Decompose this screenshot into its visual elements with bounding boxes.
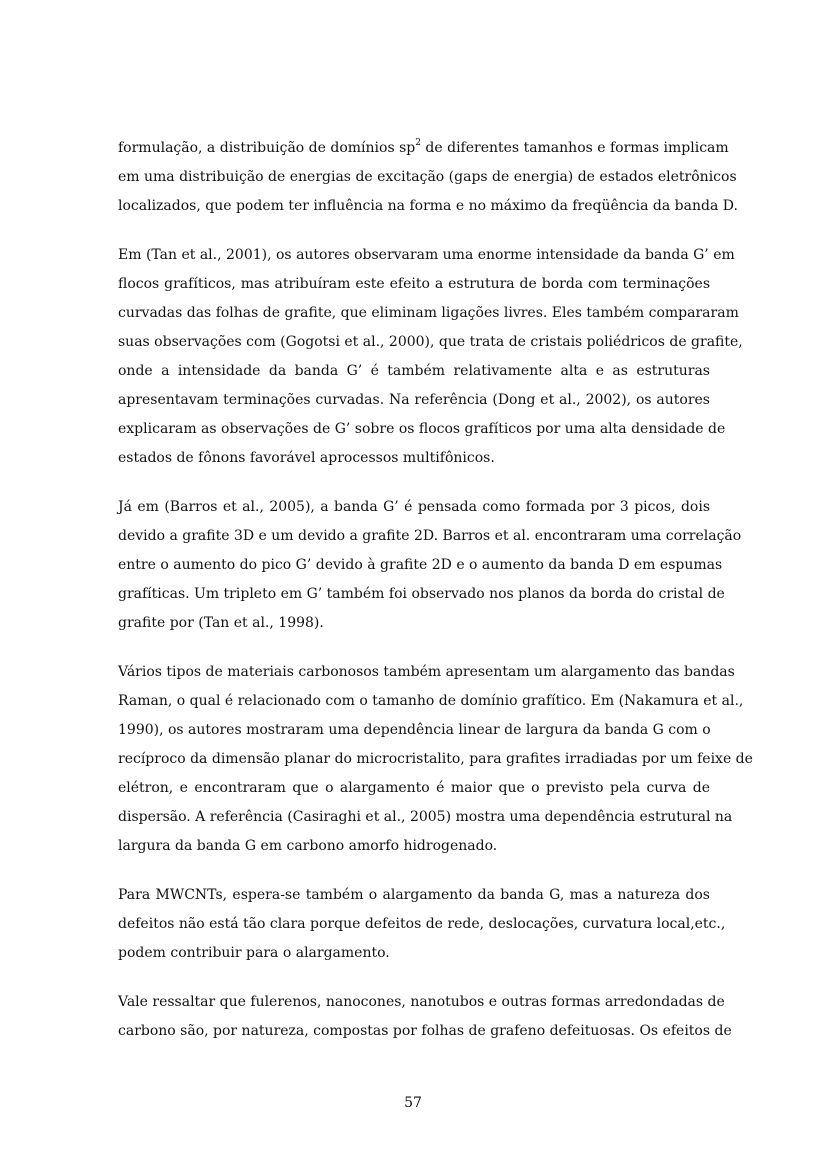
text-segment: flocos grafíticos, mas atribuíram este efeito a estrutura de borda com terminações (118, 276, 710, 292)
text-line (118, 910, 726, 939)
text-segment: 1990), os autores mostraram uma dependência linear de largura da banda G com o (118, 722, 711, 738)
paragraph (118, 988, 732, 1046)
text-segment: onde a intensidade da banda G’ é também relativamente alta e as estruturas (118, 363, 710, 379)
text-segment: Para MWCNTs, espera-se também o alargamento da banda G, mas a natureza dos (118, 887, 710, 903)
text-line (118, 551, 723, 580)
text-line (118, 444, 710, 473)
text-segment: Vale ressaltar que fulerenos, nanocones, nanotubos e outras formas arredondadas de (118, 994, 725, 1010)
page-number: 57 (404, 1095, 422, 1111)
text-line (118, 328, 743, 357)
paragraph (118, 241, 743, 473)
text-segment: curvadas das folhas de grafite, que eliminam ligações livres. Eles também compararam (118, 305, 739, 321)
text-segment: dispersão. A referência (Casiraghi et al., 2005) mostra uma dependência estrutural na (118, 809, 733, 825)
text-line (118, 415, 726, 444)
text-line (118, 270, 710, 299)
text-segment: suas observações com (Gogotsi et al., 2000), que trata de cristais poliédricos de grafite, (118, 334, 743, 350)
text-line (118, 241, 735, 270)
paragraph (118, 881, 726, 968)
text-segment: grafite por (Tan et al., 1998). (118, 615, 324, 631)
text-segment: formulação, a distribuição de domínios sp (118, 140, 416, 156)
text-segment: apresentavam terminações curvadas. Na referência (Dong et al., 2002), os autores (118, 392, 710, 408)
text-line (118, 803, 733, 832)
text-line (118, 658, 735, 687)
text-segment: largura da banda G em carbono amorfo hidrogenado. (118, 838, 498, 854)
text-segment: explicaram as observações de G’ sobre os flocos grafíticos por uma alta densidade de (118, 421, 726, 437)
text-segment: Já em (Barros et al., 2005), a banda G’ é pensada como formada por 3 picos, dois (118, 499, 710, 515)
paragraph (118, 493, 742, 638)
text-line (118, 522, 742, 551)
text-line (118, 609, 710, 638)
paragraph (118, 658, 753, 861)
text-segment: devido a grafite 3D e um devido a grafite 2D. Barros et al. encontraram uma correlação (118, 528, 742, 544)
text-segment: em uma distribuição de energias de excitação (gaps de energia) de estados eletrônicos (118, 169, 737, 185)
text-line (118, 1017, 732, 1046)
text-segment: elétron, e encontraram que o alargamento é maior que o previsto pela curva de (118, 780, 710, 796)
text-line (118, 988, 725, 1017)
text-line (118, 832, 710, 861)
text-segment: Em (Tan et al., 2001), os autores observaram uma enorme intensidade da banda G’ em (118, 247, 735, 263)
text-segment: carbono são, por natureza, compostas por folhas de grafeno defeituosas. Os efeitos de (118, 1023, 732, 1039)
text-line (118, 580, 725, 609)
text-segment: Raman, o qual é relacionado com o tamanho de domínio grafítico. Em (Nakamura et al., (118, 693, 744, 709)
text-line (118, 357, 710, 386)
text-line (118, 745, 753, 774)
body-text (118, 134, 753, 1066)
text-segment: podem contribuir para o alargamento. (118, 945, 390, 961)
text-segment: Vários tipos de materiais carbonosos também apresentam um alargamento das bandas (118, 664, 735, 680)
text-line (118, 192, 738, 221)
text-segment: localizados, que podem ter influência na forma e no máximo da freqüência da banda D. (118, 198, 738, 214)
text-line (118, 687, 744, 716)
text-line (118, 386, 710, 415)
text-line (118, 939, 710, 968)
text-line (118, 493, 710, 522)
text-line (118, 163, 737, 192)
text-segment: entre o aumento do pico G’ devido à grafite 2D e o aumento da banda D em espumas (118, 557, 723, 573)
superscript: 2 (415, 138, 421, 149)
text-line (118, 299, 739, 328)
text-segment: grafíticas. Um tripleto em G’ também foi observado nos planos da borda do cristal de (118, 586, 725, 602)
text-line (118, 881, 710, 910)
text-segment: de diferentes tamanhos e formas implicam (420, 140, 729, 156)
text-line (118, 134, 729, 163)
text-segment: defeitos não está tão clara porque defeitos de rede, deslocações, curvatura local,etc., (118, 916, 726, 932)
text-line (118, 774, 710, 803)
text-line (118, 716, 710, 745)
text-segment: estados de fônons favorável aprocessos multifônicos. (118, 450, 495, 466)
text-segment: recíproco da dimensão planar do microcristalito, para grafites irradiadas por um feixe de (118, 751, 753, 767)
paragraph (118, 134, 738, 221)
